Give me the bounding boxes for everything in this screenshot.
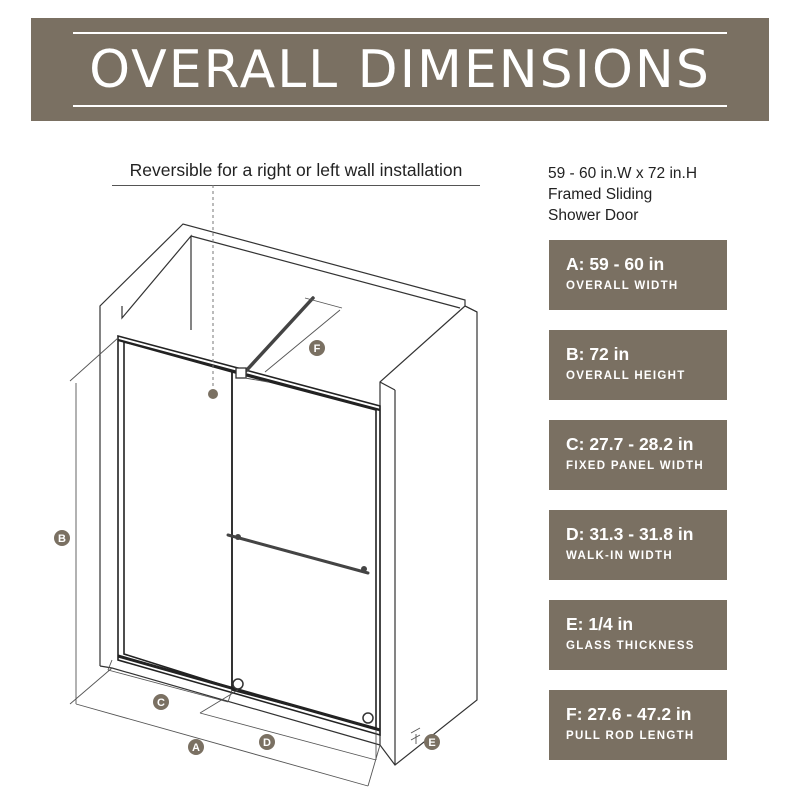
product-name-line: Shower Door xyxy=(548,207,639,224)
dim-e-tick-a xyxy=(411,728,420,733)
product-size-line: 59 - 60 in.W x 72 in.H xyxy=(548,165,698,182)
bottom-track xyxy=(118,656,380,730)
header-rail xyxy=(118,340,380,410)
dim-d-left-ext xyxy=(200,690,238,713)
spec-label: PULL ROD LENGTH xyxy=(566,730,695,742)
marker-d xyxy=(259,734,275,750)
dim-a-line xyxy=(76,704,368,786)
enclosure-back-top-inner xyxy=(191,236,460,308)
sliding-panel xyxy=(232,372,376,728)
spec-label: OVERALL WIDTH xyxy=(566,280,679,292)
enclosure-left-wall xyxy=(100,224,465,666)
spec-value: D: 31.3 - 31.8 in xyxy=(566,524,694,544)
roller-left xyxy=(233,679,243,689)
dim-a-right-ext xyxy=(368,745,380,786)
spec-label: FIXED PANEL WIDTH xyxy=(566,460,704,472)
marker-d-label: D xyxy=(263,737,271,749)
installation-note: Reversible for a right or left wall installation xyxy=(112,160,480,186)
spec-label: OVERALL HEIGHT xyxy=(566,370,686,382)
spec-value: B: 72 in xyxy=(566,344,630,364)
marker-b-label: B xyxy=(58,533,66,545)
marker-c xyxy=(153,694,169,710)
marker-a xyxy=(188,739,204,755)
page-title: OVERALL DIMENSIONS xyxy=(89,40,711,100)
spec-label: GLASS THICKNESS xyxy=(566,640,695,652)
marker-a-label: A xyxy=(192,742,200,754)
spec-label: WALK-IN WIDTH xyxy=(566,550,673,562)
spec-value: F: 27.6 - 47.2 in xyxy=(566,704,692,724)
marker-b xyxy=(54,530,70,546)
spec-value: E: 1/4 in xyxy=(566,614,634,634)
towel-bar xyxy=(228,535,368,573)
towel-bar-left-mount xyxy=(235,534,241,540)
marker-e xyxy=(424,734,440,750)
marker-f-label: F xyxy=(313,343,321,355)
roller-right xyxy=(363,713,373,723)
dim-b-top-ext xyxy=(70,338,118,381)
marker-e-label: E xyxy=(428,737,436,749)
marker-c-label: C xyxy=(157,697,165,709)
enclosure-floor-edge xyxy=(100,666,380,745)
enclosure-right-wall-inner xyxy=(465,306,477,312)
spec-value: C: 27.7 - 28.2 in xyxy=(566,434,694,454)
marker-f xyxy=(309,340,325,356)
towel-bar-right-mount xyxy=(361,566,367,572)
product-type-line: Framed Sliding xyxy=(548,186,653,203)
spec-value: A: 59 - 60 in xyxy=(566,254,665,274)
dim-e-tick-b xyxy=(411,735,420,740)
reversible-point xyxy=(208,389,218,399)
door-outer-frame xyxy=(118,336,380,735)
dim-f-line xyxy=(265,310,340,372)
enclosure-right-wall-top xyxy=(380,382,395,390)
pull-rod-bracket xyxy=(236,368,246,378)
